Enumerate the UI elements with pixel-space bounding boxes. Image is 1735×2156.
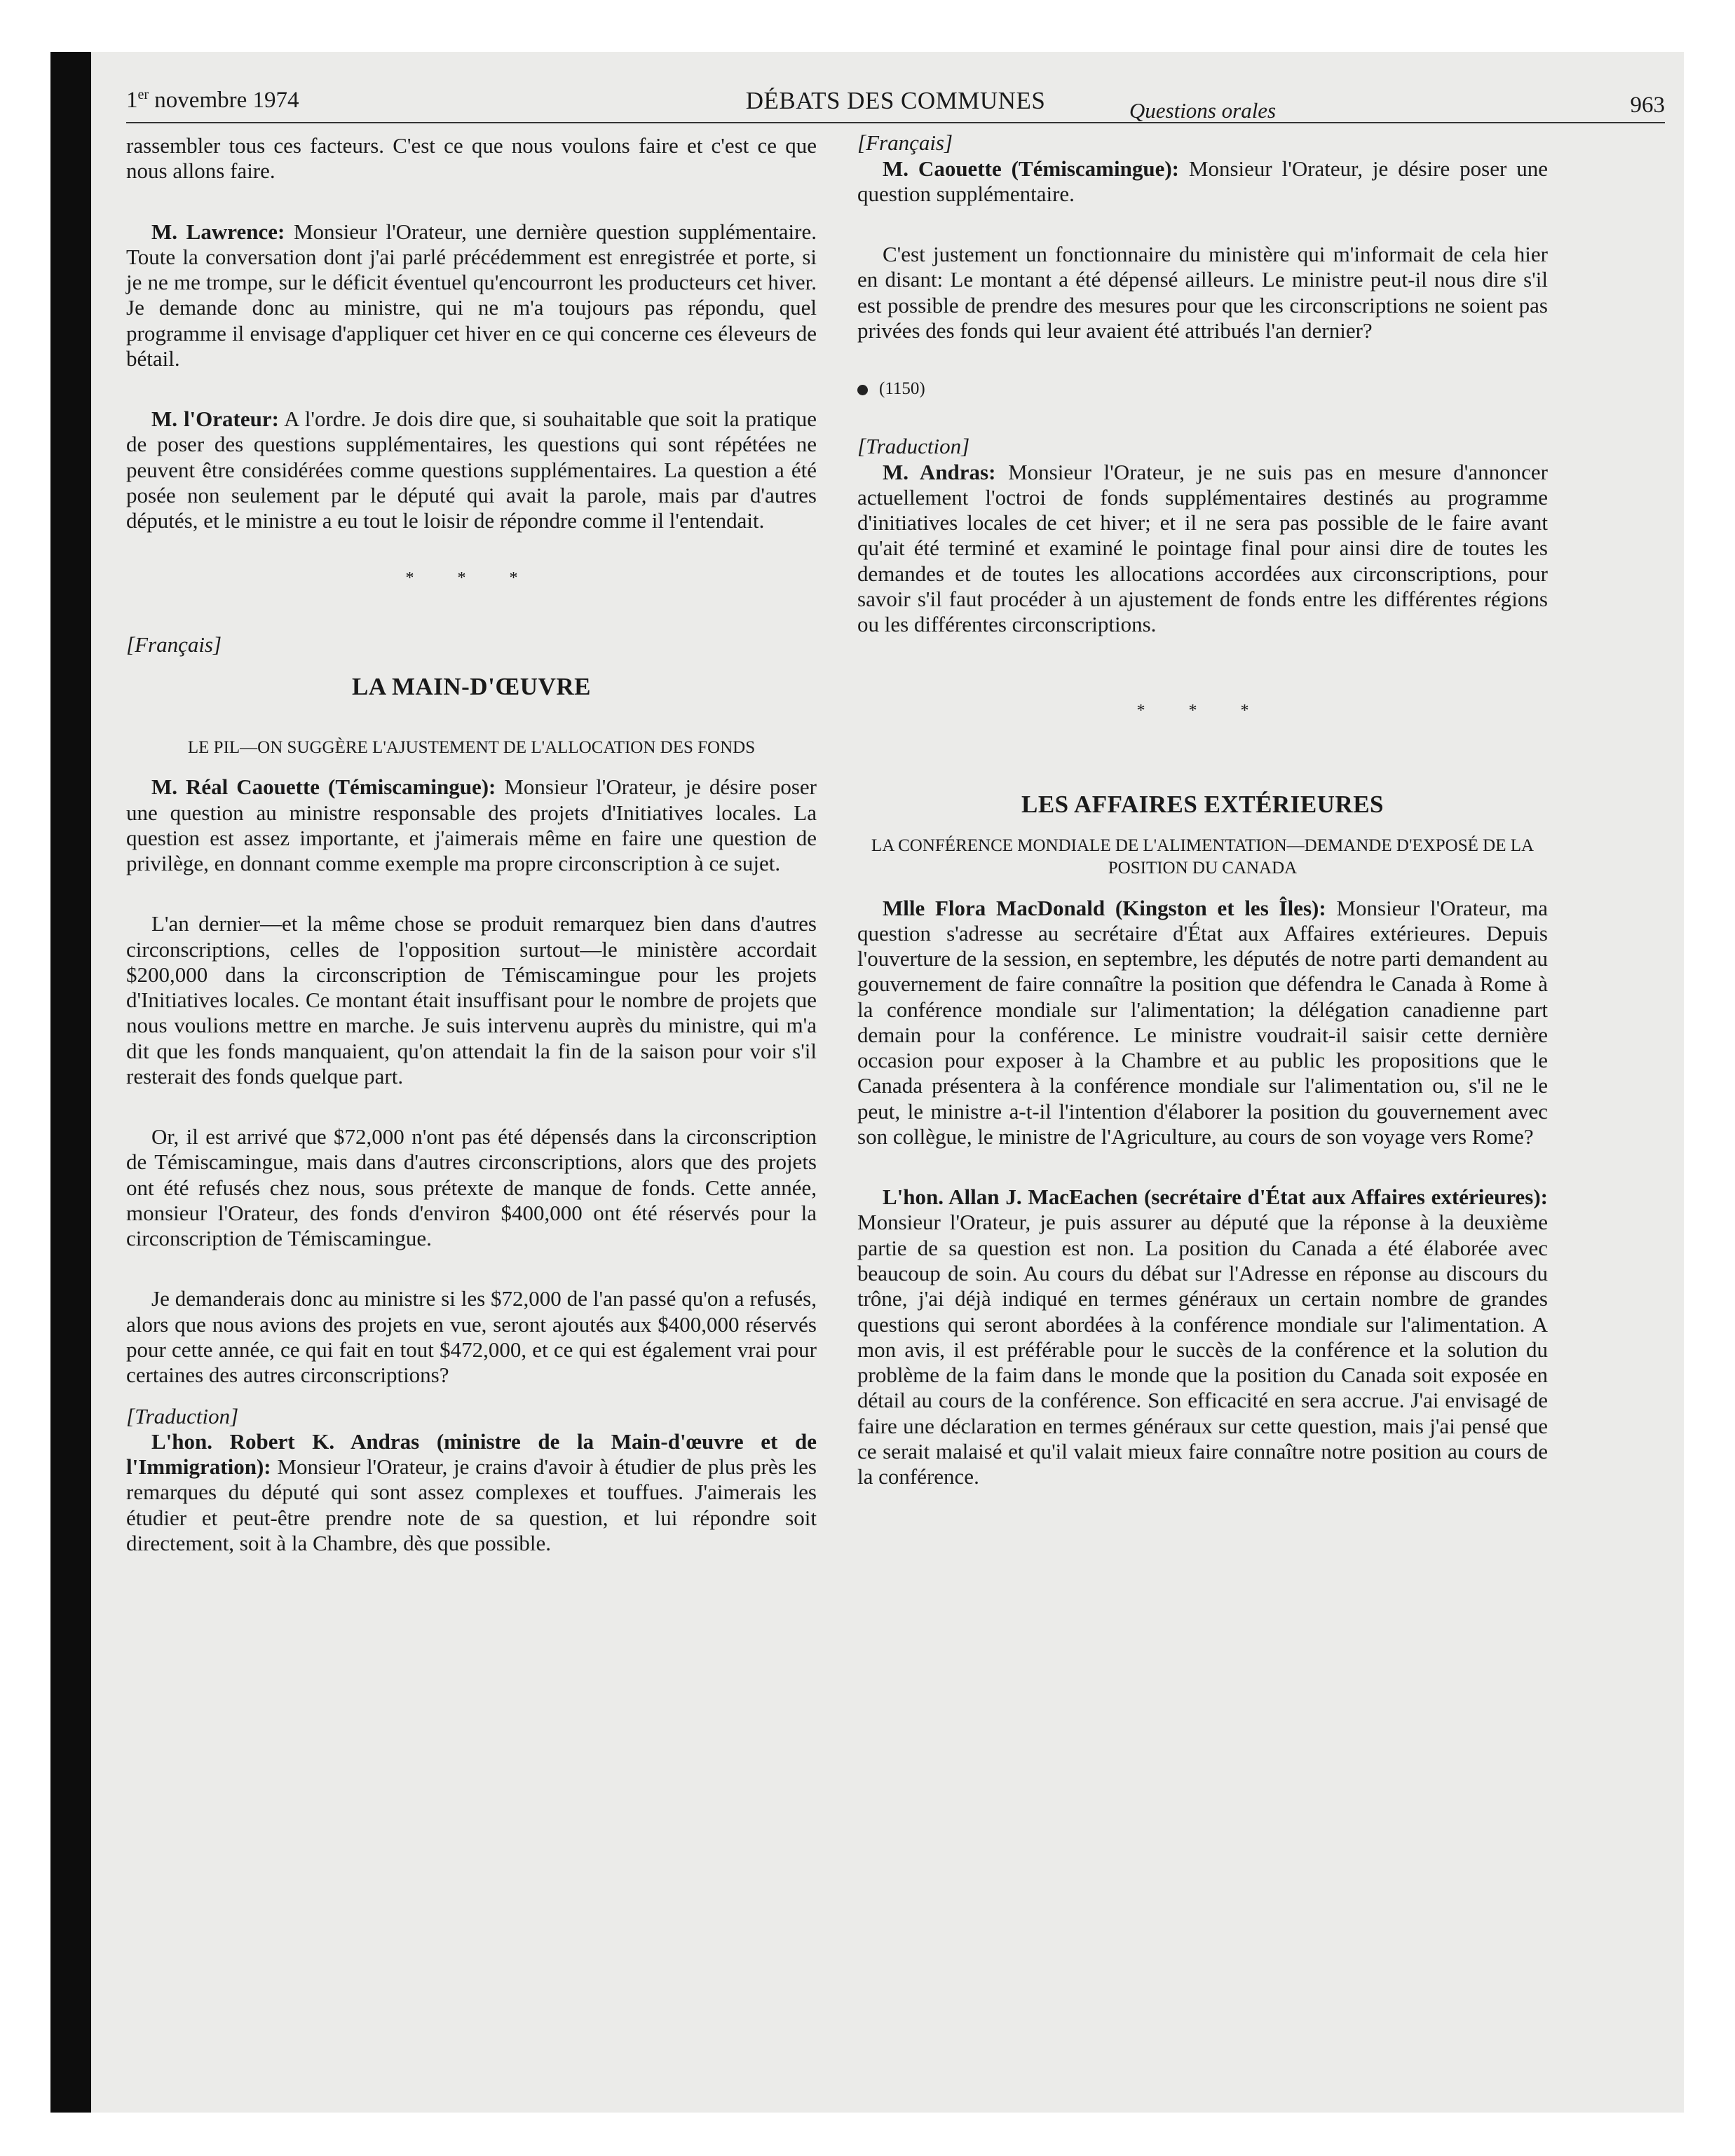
running-head: Questions orales [1129, 98, 1277, 123]
header-title: DÉBATS DES COMMUNES [745, 87, 1046, 114]
paragraph: L'an dernier—et la même chose se produit remarquez bien dans d'autres circonscriptions, celles de l'opposition surtout—le ministère accordait $200,000 dans la circonscription de Témiscamingue pour les projets d'Initiatives locales. Ce montant était insuffisant pour le nombre de projets que nous voulions mettre en marche. Je suis intervenu auprès du ministre, qui m'a dit que les fonds manquaient, qu'on attendait la fin de la saison pour voir s'il resterait des fonds quelque part. [126, 911, 817, 1089]
language-tag: [Français] [857, 130, 953, 156]
speaker-name: Mlle Flora MacDonald (Kingston et les Îles): [883, 895, 1326, 920]
section-heading: LES AFFAIRES EXTÉRIEURES [1021, 790, 1384, 818]
speech-text: Monsieur l'Orateur, une dernière question supplémentaire. Toute la conversation dont j'ai parlé précédemment est enregistrée et porte, si je ne me trompe, sur le déficit éventuel qu'encourront les producteurs cet hiver. Je demande donc au ministre, qui ne m'a toujours pas répondu, quel programme il envisage d'appliquer cet hiver en ce qui concerne ces éleveurs de bétail. [126, 219, 817, 371]
section-heading: LA MAIN-D'ŒUVRE [352, 672, 591, 700]
translation-tag: [Traduction] [857, 434, 970, 459]
paragraph [126, 219, 817, 372]
paragraph [126, 407, 817, 533]
speech-text: Monsieur l'Orateur, je ne suis pas en mesure d'annoncer actuellement l'octroi de fonds supplémentaires destinés au programme d'initiatives locales de cet hiver; et il ne sera pas possible de le faire avant qu'ait été terminé et examiné le pointage final pour ainsi dire de toutes les demandes et de toutes les allocations accordées aux circonscriptions, pour savoir s'il faut procéder à un ajustement de fonds entre les différentes régions ou les différentes circonscriptions. [857, 459, 1548, 637]
paragraph [857, 156, 1548, 207]
scan-shadow-edge [50, 52, 91, 2113]
bullet-icon [857, 385, 868, 395]
time-marker [857, 378, 1548, 399]
paragraph [857, 896, 1548, 1150]
paragraph [857, 1185, 1548, 1489]
header-date-month-year: novembre 1974 [149, 88, 299, 113]
section-subheading: LE PIL—ON SUGGÈRE L'AJUSTEMENT DE L'ALLOCATION DES FONDS [187, 737, 756, 757]
speech-text: Monsieur l'Orateur, je désire poser une question au ministre responsable des projets d'Initiatives locales. La question est assez importante, et j'aimerais même en faire une question de privilège, en donnant comme exemple ma propre circonscription à ce sujet. [126, 775, 817, 876]
paragraph [126, 775, 817, 876]
paragraph: rassembler tous ces facteurs. C'est ce que nous voulons faire et c'est ce que nous allons faire. [126, 133, 817, 184]
speech-text: Monsieur l'Orateur, je crains d'avoir à étudier de plus près les remarques du député qui sont assez complexes et touffues. J'aimerais les étudier et peut-être prendre note de sa question, et lui répondre soit directement, soit à la Chambre, dès que possible. [126, 1454, 817, 1555]
speaker-name: M. Réal Caouette (Témiscamingue): [151, 775, 496, 800]
section-separator: * * * [1136, 701, 1269, 720]
paragraph: C'est justement un fonctionnaire du ministère qui m'informait de cela hier en disant: Le montant a été dépensé ailleurs. Le ministre peut-il nous dire s'il est possible de prendre des mesures pour que les circonscriptions ne soient pas privées des fonds qui leur avaient été attribués l'an dernier? [857, 242, 1548, 343]
translation-tag: [Traduction] [126, 1403, 239, 1428]
language-tag: [Français] [126, 632, 222, 657]
speaker-name: M. l'Orateur: [151, 407, 279, 432]
paragraph [857, 460, 1548, 638]
speech-text: Monsieur l'Orateur, je puis assurer au député que la réponse à la deuxième partie de sa question est non. La position du Canada a été élaborée avec beaucoup de soin. Au cours du débat sur l'Adresse en réponse au discours du trône, j'ai déjà indiqué en termes généraux un certain nombre de grandes questions qui seront abordées à la conférence mondiale sur l'alimentation. A mon avis, il est préférable pour le succès de la conférence et la solution du problème de la faim dans le monde que la position du Canada soit exposée en détail au cours de la conférence. Son efficacité en sera accrue. J'ai envisagé de faire une déclaration en termes généraux sur cette question, mais j'ai pensé que ce serait malaisé et qu'il valait mieux faire connaître notre position au cours de la conférence. [857, 1210, 1548, 1489]
speaker-name: M. Andras: [883, 459, 996, 484]
header-date-day: 1 [126, 88, 138, 113]
speech-text: Monsieur l'Orateur, je désire poser une question supplémentaire. [857, 156, 1548, 206]
section-separator: * * * [405, 569, 538, 588]
speech-text: Monsieur l'Orateur, ma question s'adresse au secrétaire d'État aux Affaires extérieures. Depuis l'ouverture de la session, en septembre, les députés de notre parti demandent au gouvernement de faire connaître la position que défendra le Canada à Rome à la conférence mondiale sur l'alimentation; la délégation canadienne part demain pour la conférence. Le ministre voudrait-il saisir cette dernière occasion pour exposer à la Chambre et au public les propositions que le Canada présentera à la conférence mondiale sur l'alimentation ou, s'il ne le peut, le ministre a-t-il l'intention d'élaborer la position du gouvernement avec son collègue, le ministre de l'Agriculture, au cours de son voyage vers Rome? [857, 895, 1548, 1149]
page-number: 963 [1630, 93, 1665, 118]
speaker-name: L'hon. Robert K. Andras (ministre de la Main-d'œuvre et de l'Immigration): [126, 1428, 817, 1480]
right-column [857, 98, 1548, 1489]
speaker-name: L'hon. Allan J. MacEachen (secrétaire d'État aux Affaires extérieures): [883, 1185, 1548, 1210]
left-column [126, 133, 817, 1556]
time-marker-label: (1150) [879, 379, 925, 399]
speech-text: A l'ordre. Je dois dire que, si souhaitable que soit la pratique de poser des questions supplémentaires, les questions qui sont répétées ne peuvent être considérées comme questions supplémentaires. La question a été posée non seulement par le député qui avait la parole, mais par d'autres députés, et le ministre a eu tout le loisir de répondre comme il l'entendait. [126, 407, 817, 533]
speaker-name: M. Lawrence: [151, 219, 285, 244]
paragraph: Je demanderais donc au ministre si les $72,000 de l'an passé qu'on a refusés, alors que nous avions des projets en vue, seront ajoutés aux $400,000 réservés pour cette année, ce qui fait en tout $472,000, et ce qui est également vrai pour certaines des autres circonscriptions? [126, 1286, 817, 1388]
section-subheading: LA CONFÉRENCE MONDIALE DE L'ALIMENTATION—DEMANDE D'EXPOSÉ DE LA POSITION DU CANADA [871, 835, 1535, 878]
paragraph: Or, il est arrivé que $72,000 n'ont pas été dépensés dans la circonscription de Témiscamingue, mais dans d'autres circonscriptions, alors que des projets ont été refusés chez nous, sous prétexte de manque de fonds. Cette année, monsieur l'Orateur, des fonds d'environ $400,000 ont été réservés pour la circonscription de Témiscamingue. [126, 1124, 817, 1251]
header-date-ordinal: er [137, 87, 149, 102]
paragraph [126, 1429, 817, 1556]
speaker-name: M. Caouette (Témiscamingue): [883, 156, 1179, 181]
